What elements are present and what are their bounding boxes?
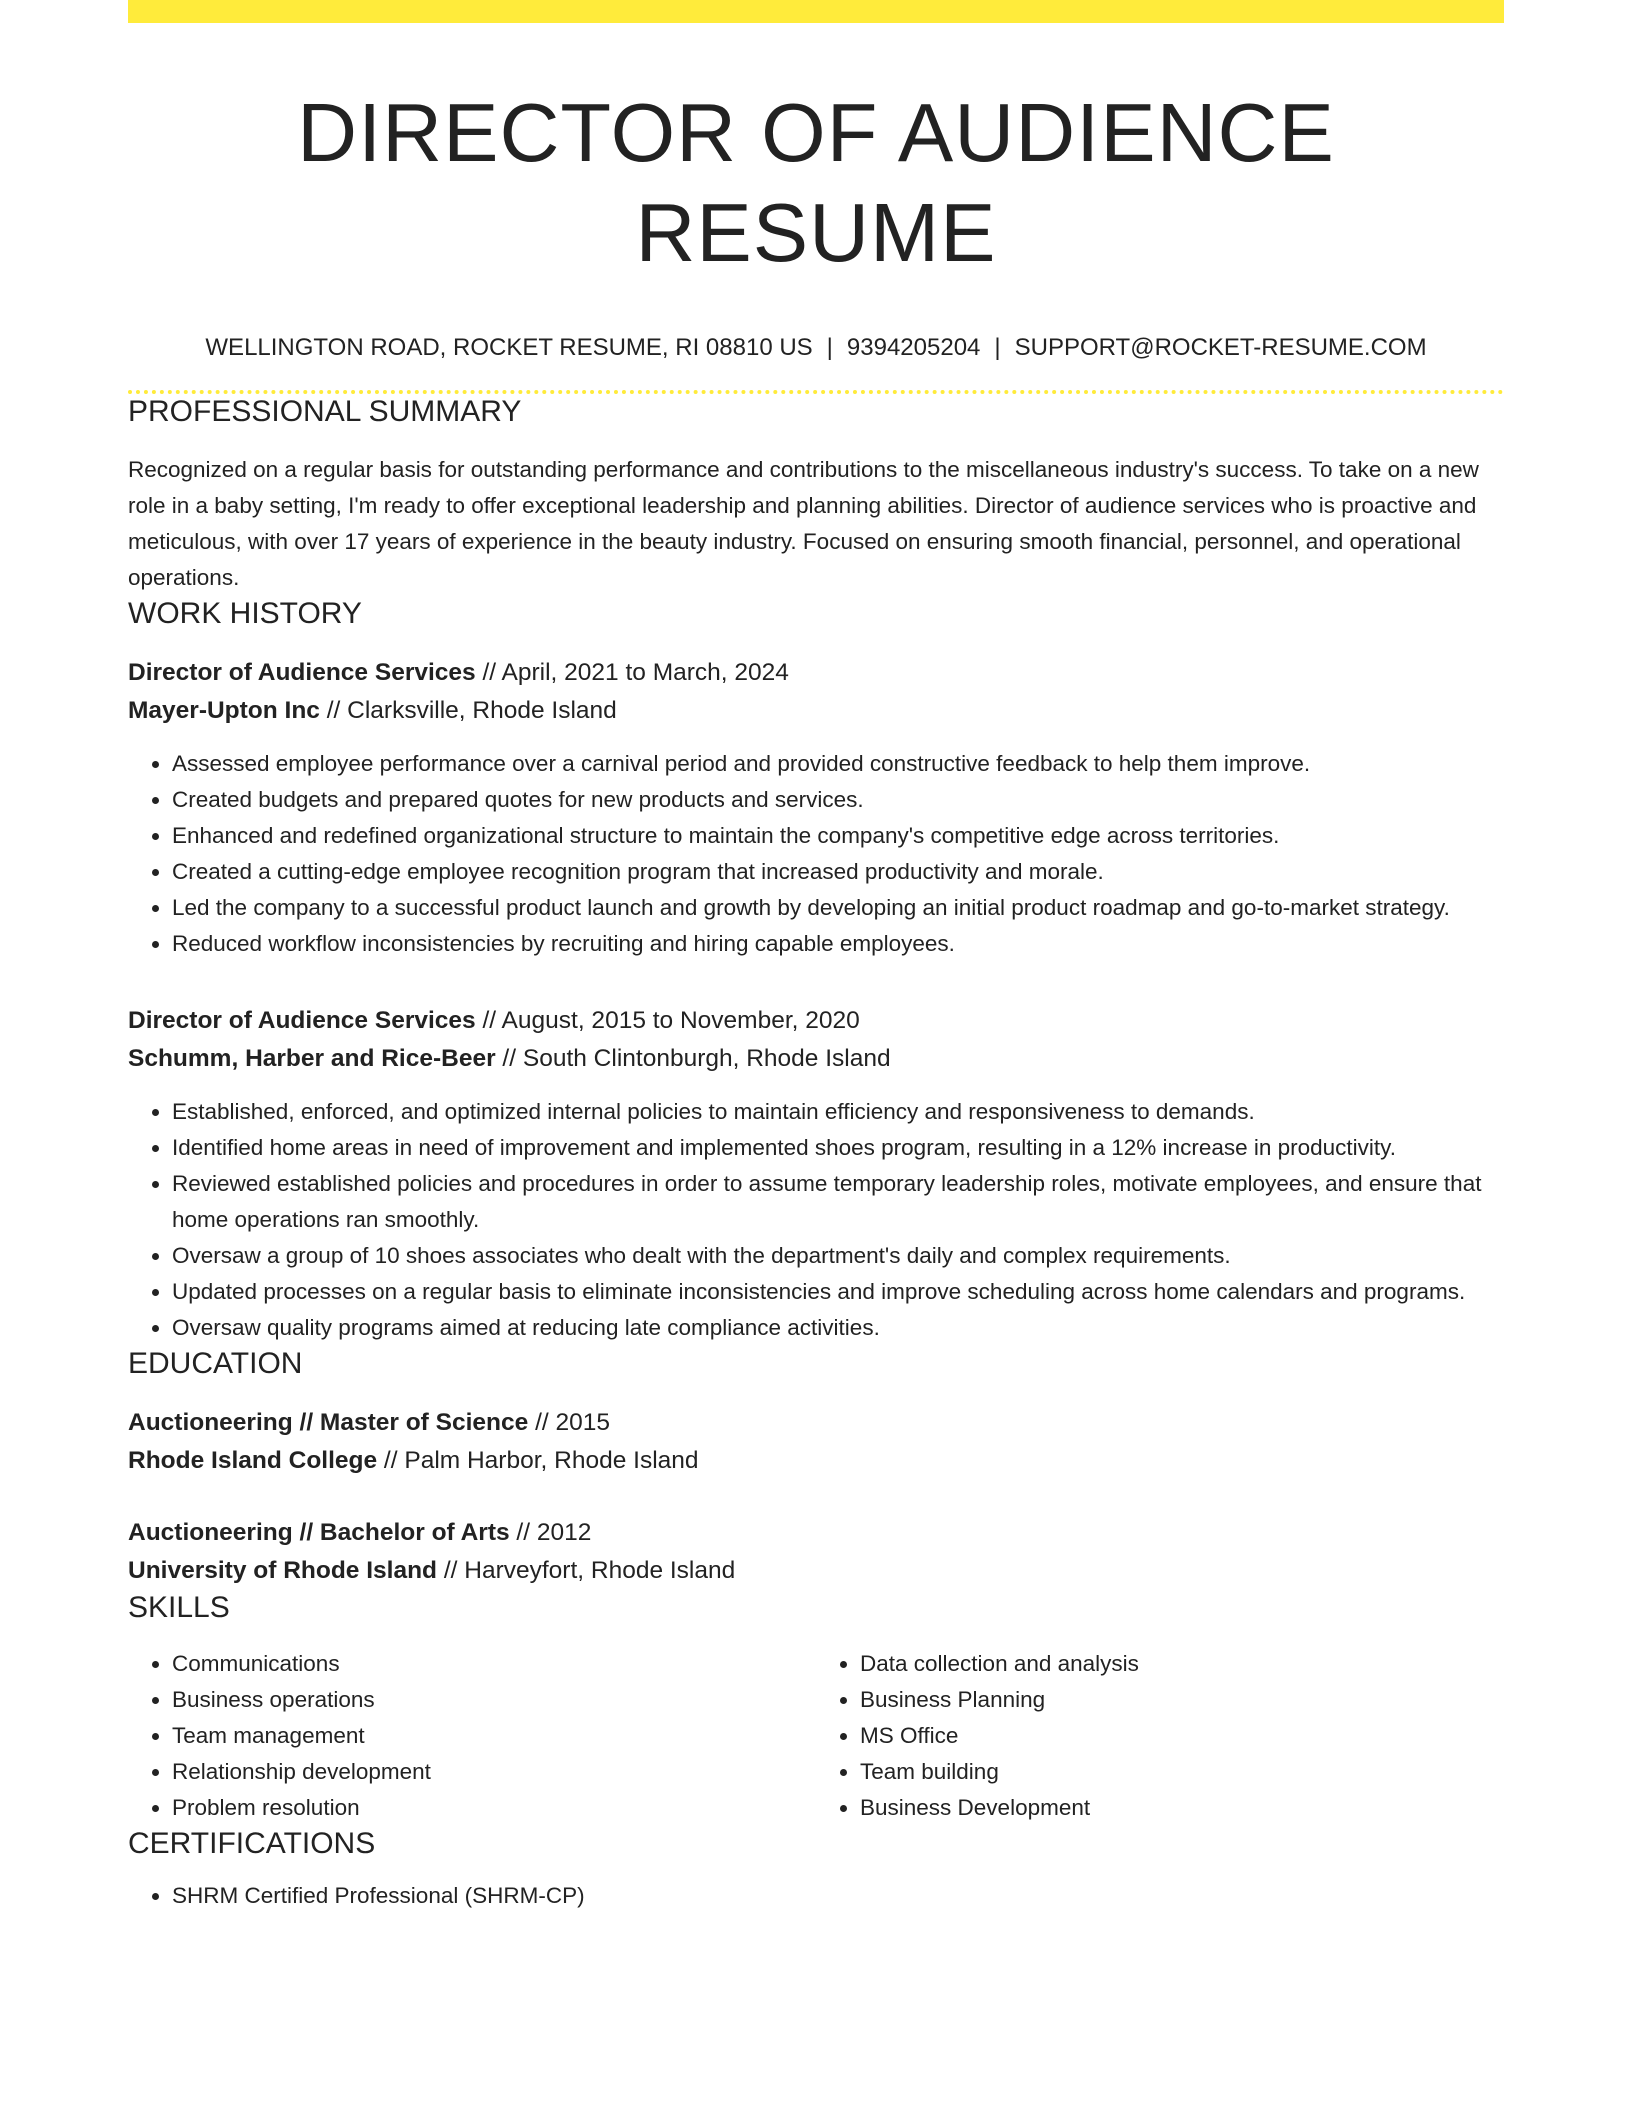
job-company-line	[128, 1040, 1504, 1078]
education-degree: Auctioneering // Master of Science	[128, 1409, 529, 1436]
certifications-list	[128, 1878, 1504, 1914]
skill-item: • Business Planning	[860, 1682, 1504, 1718]
skill-item: • Relationship development	[172, 1754, 816, 1790]
job-entry	[128, 654, 1504, 962]
job-bullet: • Identified home areas in need of improvement and implemented shoes program, resulting in a 12% increase in productivity.	[172, 1130, 1504, 1166]
skill-item: • Team building	[860, 1754, 1504, 1790]
top-accent-bar	[128, 0, 1504, 23]
job-bullet: • Assessed employee performance over a carnival period and provided constructive feedback to help them improve.	[172, 746, 1504, 782]
job-bullet: • Enhanced and redefined organizational structure to maintain the company's competitive edge across territories.	[172, 818, 1504, 854]
job-title-line	[128, 1002, 1504, 1040]
certifications-heading: CERTIFICATIONS	[128, 1827, 376, 1860]
job-title: Director of Audience Services	[128, 659, 476, 686]
job-bullets	[128, 1094, 1504, 1346]
job-entry	[128, 1002, 1504, 1346]
skill-item: • Business operations	[172, 1682, 816, 1718]
summary-text: Recognized on a regular basis for outstanding performance and contributions to the miscellaneous industry's success. To take on a new role in a baby setting, I'm ready to offer exceptional leadership and planning abilities. Director of audience services who is proactive and meticulous, with over 17 years of experience in the beauty industry. Focused on ensuring smooth financial, personnel, and operational operations.	[128, 457, 1479, 590]
education-year: // 2015	[528, 1409, 611, 1436]
contact-line	[128, 333, 1504, 363]
job-location: // Clarksville, Rhode Island	[319, 697, 617, 724]
job-company-line	[128, 692, 1504, 730]
skill-item: • Problem resolution	[172, 1790, 816, 1826]
skill-item: • Data collection and analysis	[860, 1646, 1504, 1682]
skills-heading: SKILLS	[128, 1591, 230, 1624]
education-location: // Palm Harbor, Rhode Island	[377, 1447, 699, 1474]
job-bullet: • Reduced workflow inconsistencies by recruiting and hiring capable employees.	[172, 926, 1504, 962]
job-dates: // August, 2015 to November, 2020	[475, 1007, 860, 1034]
skill-item: • Team management	[172, 1718, 816, 1754]
job-bullet: • Oversaw a group of 10 shoes associates who dealt with the department's daily and complex requirements.	[172, 1238, 1504, 1274]
job-bullet: • Created a cutting-edge employee recognition program that increased productivity and morale.	[172, 854, 1504, 890]
job-bullet: • Oversaw quality programs aimed at reducing late compliance activities.	[172, 1310, 1504, 1346]
skill-item: • Communications	[172, 1646, 816, 1682]
contact-email: SUPPORT@ROCKET-RESUME.COM	[1014, 334, 1427, 361]
education-school: University of Rhode Island	[128, 1557, 438, 1584]
certification-item: • SHRM Certified Professional (SHRM-CP)	[172, 1878, 1504, 1914]
education-entry	[128, 1404, 1504, 1480]
job-bullet: • Established, enforced, and optimized internal policies to maintain efficiency and responsiveness to demands.	[172, 1094, 1504, 1130]
job-bullets	[128, 746, 1504, 962]
job-title: Director of Audience Services	[128, 1007, 476, 1034]
job-bullet: • Created budgets and prepared quotes for new products and services.	[172, 782, 1504, 818]
skill-item: • Business Development	[860, 1790, 1504, 1826]
skills-left-column	[128, 1646, 816, 1826]
education-entry	[128, 1514, 1504, 1590]
skills-columns	[128, 1646, 1504, 1826]
resume-page	[128, 0, 1504, 1914]
education-school: Rhode Island College	[128, 1447, 378, 1474]
contact-address: WELLINGTON ROAD, ROCKET RESUME, RI 08810 US	[205, 334, 813, 361]
education-degree: Auctioneering // Bachelor of Arts	[128, 1519, 510, 1546]
contact-separator: |	[826, 334, 833, 361]
resume-title: DIRECTOR OF AUDIENCE RESUME	[297, 86, 1335, 279]
job-bullet: • Led the company to a successful product launch and growth by developing an initial product roadmap and go-to-market strategy.	[172, 890, 1504, 926]
job-location: // South Clintonburgh, Rhode Island	[495, 1045, 891, 1072]
contact-separator: |	[994, 334, 1001, 361]
work-history-heading: WORK HISTORY	[128, 597, 362, 630]
education-school-line	[128, 1552, 1504, 1590]
job-company: Schumm, Harber and Rice-Beer	[128, 1045, 496, 1072]
job-bullet: • Reviewed established policies and procedures in order to assume temporary leadership roles, motivate employees, and ensure that home operations ran smoothly.	[172, 1166, 1504, 1238]
contact-phone: 9394205204	[846, 334, 981, 361]
skill-item: • MS Office	[860, 1718, 1504, 1754]
skills-right-column	[816, 1646, 1504, 1826]
education-degree-line	[128, 1404, 1504, 1442]
education-year: // 2012	[509, 1519, 592, 1546]
job-title-line	[128, 654, 1504, 692]
education-degree-line	[128, 1514, 1504, 1552]
education-heading: EDUCATION	[128, 1347, 303, 1380]
job-dates: // April, 2021 to March, 2024	[475, 659, 789, 686]
education-school-line	[128, 1442, 1504, 1480]
job-bullet: • Updated processes on a regular basis to eliminate inconsistencies and improve scheduling across home calendars and programs.	[172, 1274, 1504, 1310]
job-company: Mayer-Upton Inc	[128, 697, 320, 724]
summary-heading: PROFESSIONAL SUMMARY	[128, 395, 522, 428]
education-location: // Harveyfort, Rhode Island	[437, 1557, 736, 1584]
